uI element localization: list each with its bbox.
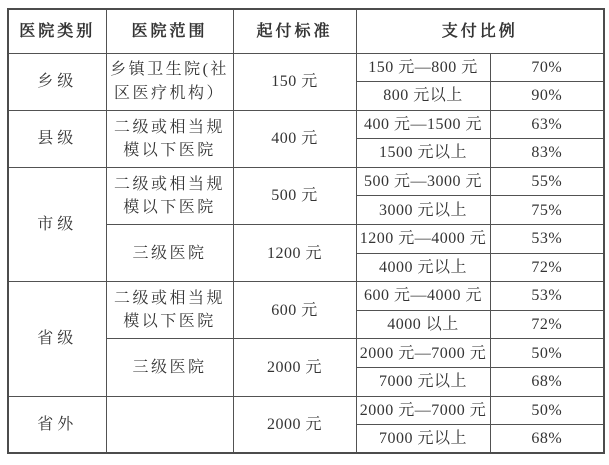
range-cell: 1500 元以上 <box>356 139 490 168</box>
scope-cell: 二级或相当规模以下医院 <box>106 282 233 339</box>
ratio-cell: 75% <box>490 196 604 225</box>
ratio-cell: 72% <box>490 253 604 282</box>
range-cell: 4000 以上 <box>356 310 490 339</box>
scope-cell-empty <box>106 396 233 453</box>
table-row <box>8 396 604 425</box>
range-cell: 3000 元以上 <box>356 196 490 225</box>
deductible-cell: 500 元 <box>233 167 356 224</box>
ratio-cell: 68% <box>490 368 604 397</box>
ratio-cell: 53% <box>490 225 604 254</box>
category-cell: 省外 <box>8 396 106 453</box>
range-cell: 600 元—4000 元 <box>356 282 490 311</box>
category-cell: 县级 <box>8 110 106 167</box>
ratio-cell: 70% <box>490 53 604 82</box>
range-cell: 500 元—3000 元 <box>356 167 490 196</box>
ratio-cell: 53% <box>490 282 604 311</box>
ratio-cell: 50% <box>490 396 604 425</box>
range-cell: 1200 元—4000 元 <box>356 225 490 254</box>
table-row <box>8 110 604 139</box>
range-cell: 150 元—800 元 <box>356 53 490 82</box>
category-cell: 乡级 <box>8 53 106 110</box>
range-cell: 2000 元—7000 元 <box>356 339 490 368</box>
ratio-cell: 50% <box>490 339 604 368</box>
header-deductible: 起付标准 <box>233 9 356 53</box>
category-cell: 市级 <box>8 167 106 281</box>
header-hospital-category: 医院类别 <box>8 9 106 53</box>
scope-cell: 二级或相当规模以下医院 <box>106 167 233 224</box>
ratio-cell: 90% <box>490 82 604 111</box>
scope-cell: 二级或相当规模以下医院 <box>106 110 233 167</box>
table-row <box>8 282 604 311</box>
scope-cell: 三级医院 <box>106 339 233 396</box>
insurance-reimbursement-table <box>7 8 605 454</box>
range-cell: 7000 元以上 <box>356 425 490 454</box>
deductible-cell: 2000 元 <box>233 339 356 396</box>
scope-cell: 三级医院 <box>106 225 233 282</box>
deductible-cell: 600 元 <box>233 282 356 339</box>
ratio-cell: 55% <box>490 167 604 196</box>
ratio-cell: 68% <box>490 425 604 454</box>
scope-cell: 乡镇卫生院(社区医疗机构） <box>106 53 233 110</box>
range-cell: 4000 元以上 <box>356 253 490 282</box>
table-row <box>8 167 604 196</box>
deductible-cell: 2000 元 <box>233 396 356 453</box>
category-cell: 省级 <box>8 282 106 396</box>
table-header-row <box>8 9 604 53</box>
deductible-cell: 150 元 <box>233 53 356 110</box>
ratio-cell: 63% <box>490 110 604 139</box>
range-cell: 400 元—1500 元 <box>356 110 490 139</box>
range-cell: 2000 元—7000 元 <box>356 396 490 425</box>
range-cell: 800 元以上 <box>356 82 490 111</box>
ratio-cell: 83% <box>490 139 604 168</box>
header-hospital-scope: 医院范围 <box>106 9 233 53</box>
deductible-cell: 400 元 <box>233 110 356 167</box>
range-cell: 7000 元以上 <box>356 368 490 397</box>
table-row <box>8 53 604 82</box>
ratio-cell: 72% <box>490 310 604 339</box>
deductible-cell: 1200 元 <box>233 225 356 282</box>
header-payment-ratio: 支付比例 <box>356 9 604 53</box>
